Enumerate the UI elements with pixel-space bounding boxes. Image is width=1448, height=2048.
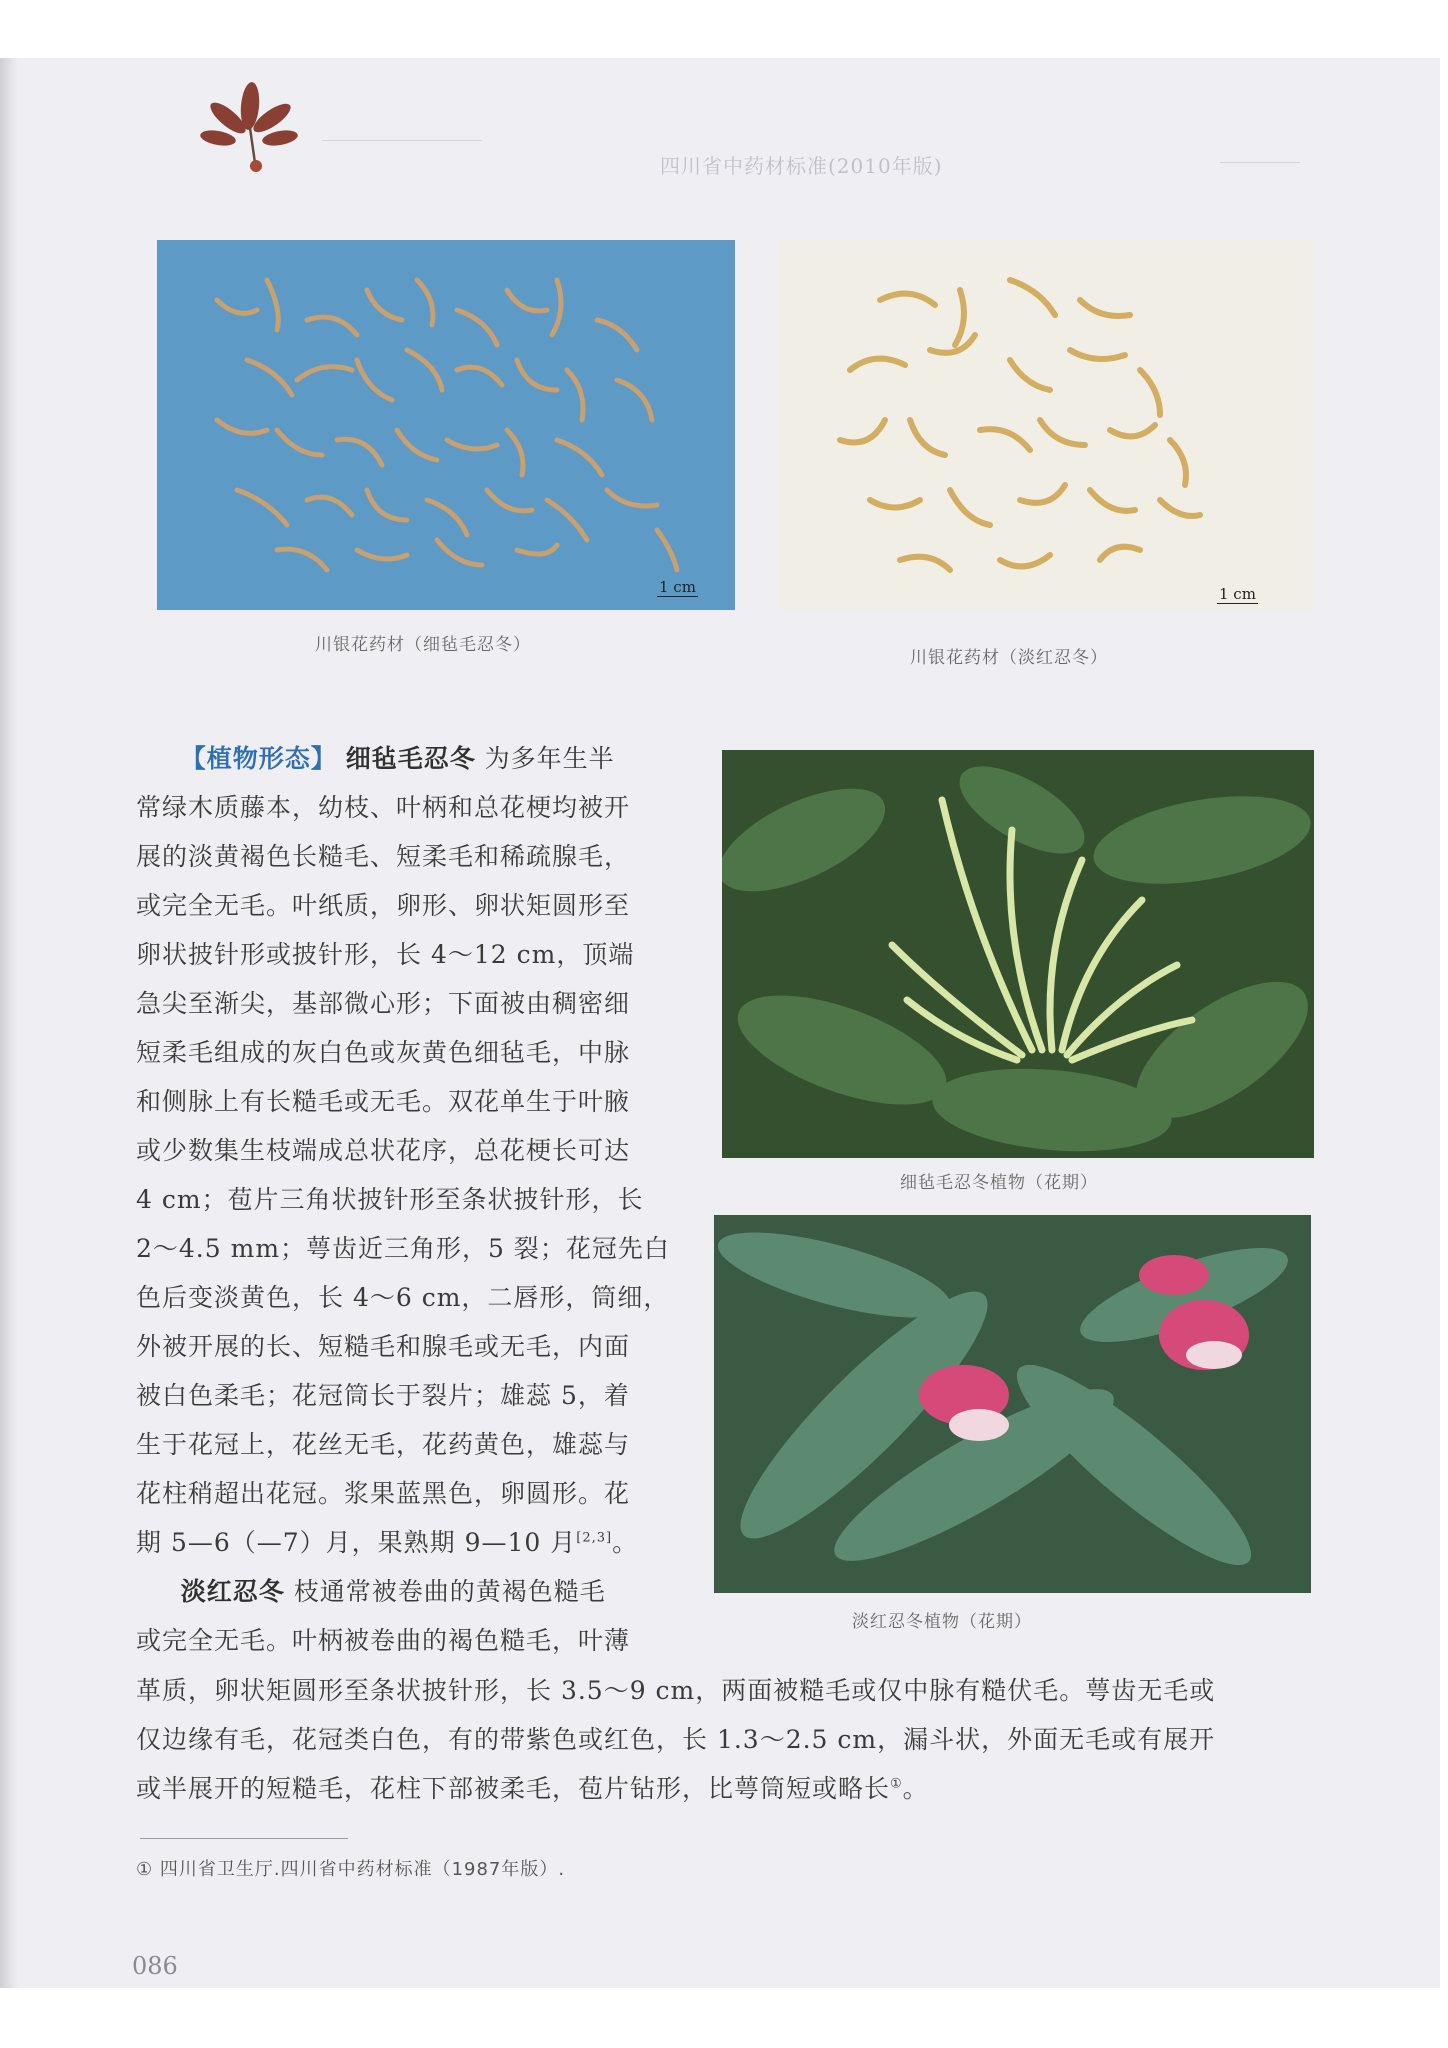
text-fragment: 或半展开的短糙毛，花柱下部被柔毛，苞片钻形，比萼筒短或略长 [136, 1774, 891, 1803]
text-line: 常绿木质藤本，幼枝、叶柄和总花梗均被开 [136, 793, 631, 822]
text-line: 短柔毛组成的灰白色或灰黄色细毡毛，中脉 [136, 1038, 631, 1067]
figure-caption: 淡红忍冬植物（花期） [852, 1612, 1032, 1632]
text-fragment: 期 5—6（—7）月，果熟期 9—10 月 [136, 1528, 577, 1557]
leaf-logo-icon [190, 78, 310, 178]
text-line: 和侧脉上有长糙毛或无毛。双花单生于叶腋 [136, 1087, 631, 1116]
photo-plant-danhong-flowering [714, 1215, 1311, 1593]
text-line [136, 1518, 702, 1567]
section-heading: 【植物形态】 [180, 744, 337, 773]
photo-dried-flowers-xizhanmao [157, 240, 735, 610]
text-fragment: 枝通常被卷曲的黄褐色糙毛 [293, 1577, 606, 1606]
citation-ref: [2,3] [576, 1530, 613, 1546]
text-line: 卵状披针形或披针形，长 4～12 cm，顶端 [136, 940, 635, 969]
plant-morphology-column [136, 734, 702, 1665]
text-line: 仅边缘有毛，花冠类白色，有的带紫色或红色，长 1.3～2.5 cm，漏斗状，外面无毛或有展开 [136, 1725, 1216, 1754]
text-fragment: 为多年生半 [484, 744, 615, 773]
figure-caption: 细毡毛忍冬植物（花期） [900, 1173, 1098, 1193]
text-line: 花柱稍超出花冠。浆果蓝黑色，卵圆形。花 [136, 1479, 631, 1508]
header-rule-left [322, 140, 482, 141]
scale-bar-label: 1 cm [1219, 585, 1256, 603]
text-fragment: 。 [902, 1774, 929, 1803]
text-line: 生于花冠上，花丝无毛，花药黄色，雄蕊与 [136, 1430, 631, 1459]
text-line: 被白色柔毛；花冠筒长于裂片；雄蕊 5，着 [136, 1381, 630, 1410]
text-line [136, 1764, 1306, 1813]
footnote-divider [140, 1838, 348, 1839]
photo-dried-flowers-danhong [780, 240, 1313, 610]
text-line: 色后变淡黄色，长 4～6 cm，二唇形，筒细， [136, 1283, 670, 1312]
text-line [136, 1567, 702, 1616]
page-number: 086 [132, 1952, 178, 1976]
text-fragment: 。 [612, 1528, 639, 1557]
footnote: ① 四川省卫生厅.四川省中药材标准（1987年版）. [136, 1859, 566, 1880]
page-header [140, 70, 1310, 180]
text-line: 4 cm；苞片三角状披针形至条状披针形，长 [136, 1185, 644, 1214]
species-name: 淡红忍冬 [180, 1577, 285, 1606]
text-line: 急尖至渐尖，基部微心形；下面被由稠密细 [136, 989, 631, 1018]
text-line: 2～4.5 mm；萼齿近三角形，5 裂；花冠先白 [136, 1234, 670, 1263]
text-line: 或完全无毛。叶纸质，卵形、卵状矩圆形至 [136, 891, 631, 920]
running-title: 四川省中药材标准(2010年版) [660, 154, 943, 178]
scale-bar-label: 1 cm [659, 578, 696, 596]
header-rule-right [1220, 162, 1300, 163]
figure-caption: 川银花药材（淡红忍冬） [910, 648, 1108, 668]
text-line: 或完全无毛。叶柄被卷曲的褐色糙毛，叶薄 [136, 1626, 631, 1655]
footnote-mark: ① [890, 1776, 903, 1792]
page-gutter-shadow [0, 58, 18, 1988]
text-line: 展的淡黄褐色长糙毛、短柔毛和稀疏腺毛， [136, 842, 631, 871]
species-name: 细毡毛忍冬 [345, 744, 476, 773]
danhong-description-continued [136, 1666, 1306, 1813]
text-line: 革质，卵状矩圆形至条状披针形，长 3.5～9 cm，两面被糙毛或仅中脉有糙伏毛。萼齿无毛或 [136, 1676, 1216, 1705]
text-line [136, 734, 702, 783]
text-line: 外被开展的长、短糙毛和腺毛或无毛，内面 [136, 1332, 631, 1361]
figure-caption: 川银花药材（细毡毛忍冬） [315, 635, 531, 655]
photo-plant-xizhanmao-flowering [722, 750, 1314, 1158]
text-line: 或少数集生枝端成总状花序，总花梗长可达 [136, 1136, 631, 1165]
